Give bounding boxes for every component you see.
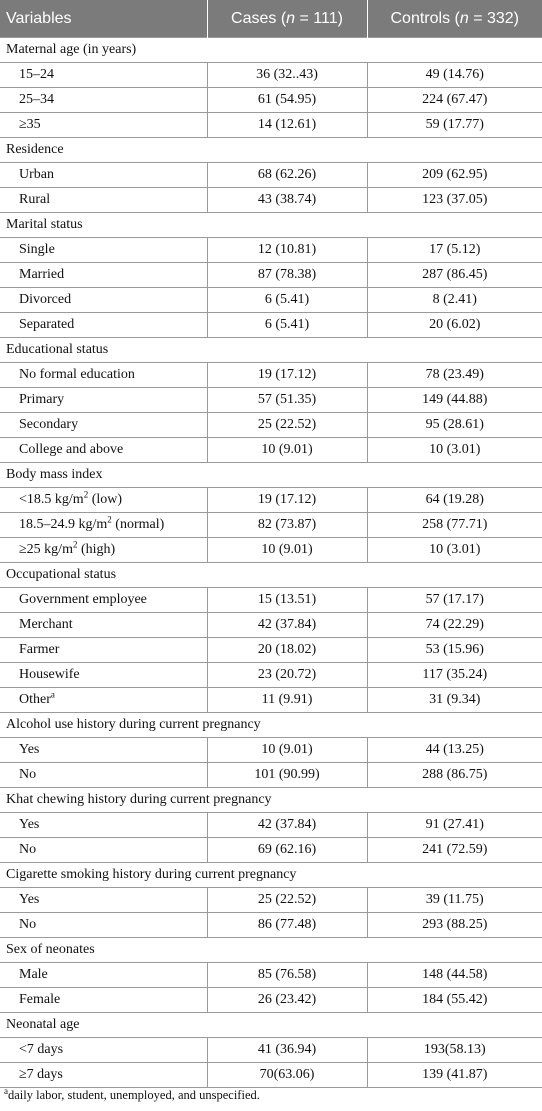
cases-value: 10 (9.01) [207,538,367,563]
group-label: Educational status [0,338,542,363]
controls-value: 139 (41.87) [367,1063,542,1088]
controls-value: 20 (6.02) [367,313,542,338]
cases-value: 68 (62.26) [207,163,367,188]
cases-value: 6 (5.41) [207,288,367,313]
variable-label: Single [19,242,55,257]
controls-value: 74 (22.29) [367,613,542,638]
variable-label: 25–34 [19,92,54,107]
table-row [0,513,542,538]
group-row [0,338,542,363]
controls-value: 293 (88.25) [367,913,542,938]
footnote-text: daily labor, student, unemployed, and unspecified. [8,1088,260,1102]
variable-label-cell [0,388,207,413]
group-label: Cigarette smoking history during current pregnancy [0,863,542,888]
table-row [0,488,542,513]
table-row [0,738,542,763]
variable-label-cell [0,1038,207,1063]
variable-label-cell [0,763,207,788]
variable-label-cell [0,688,207,713]
group-row [0,138,542,163]
variable-label-cell [0,988,207,1013]
variable-label-cell [0,638,207,663]
variable-label-suffix: (high) [77,542,116,557]
table-footnote [4,1085,260,1103]
controls-value: 148 (44.58) [367,963,542,988]
table-row [0,88,542,113]
cases-value: 19 (17.12) [207,363,367,388]
variable-label: ≥35 [19,117,41,132]
variable-label-cell [0,838,207,863]
controls-value: 53 (15.96) [367,638,542,663]
variable-label-cell [0,313,207,338]
variable-label-cell [0,63,207,88]
variable-label: No [19,767,37,782]
variable-label-cell [0,1063,207,1088]
table-row [0,263,542,288]
controls-value: 149 (44.88) [367,388,542,413]
variable-label: Merchant [19,617,73,632]
table-row [0,413,542,438]
table-row [0,388,542,413]
variable-label: <7 days [19,1042,64,1057]
label-superscript: a [50,689,55,700]
cases-value: 85 (76.58) [207,963,367,988]
controls-value: 91 (27.41) [367,813,542,838]
variable-label: No [19,917,37,932]
variable-label: Government employee [19,592,147,607]
variable-label-cell [0,513,207,538]
table-row [0,1063,542,1088]
group-row [0,863,542,888]
controls-value: 10 (3.01) [367,438,542,463]
table-row [0,663,542,688]
cases-value: 69 (62.16) [207,838,367,863]
cases-value: 25 (22.52) [207,413,367,438]
cases-value: 43 (38.74) [207,188,367,213]
variable-label-cell [0,738,207,763]
controls-value: 209 (62.95) [367,163,542,188]
cases-value: 6 (5.41) [207,313,367,338]
table-row [0,813,542,838]
controls-value: 10 (3.01) [367,538,542,563]
group-row [0,713,542,738]
group-label: Neonatal age [0,1013,542,1038]
cases-value: 70(63.06) [207,1063,367,1088]
group-label: Sex of neonates [0,938,542,963]
cases-value: 82 (73.87) [207,513,367,538]
table-row [0,188,542,213]
variable-label-cell [0,263,207,288]
group-row [0,213,542,238]
variable-label-cell [0,188,207,213]
controls-value: 44 (13.25) [367,738,542,763]
group-row [0,1013,542,1038]
variable-label: ≥7 days [19,1067,63,1082]
group-row [0,38,542,63]
variable-label-cell [0,113,207,138]
table-row [0,888,542,913]
variable-label-cell [0,288,207,313]
variable-label-suffix: (low) [88,492,123,507]
table-row [0,163,542,188]
header-cases: Cases (n = 111) [207,0,367,38]
group-label: Khat chewing history during current pregnancy [0,788,542,813]
variable-label: Female [19,992,61,1007]
table-row [0,113,542,138]
table-row [0,638,542,663]
table-row [0,438,542,463]
variable-label-cell [0,663,207,688]
cases-value: 25 (22.52) [207,888,367,913]
variable-label-cell [0,88,207,113]
table-row [0,963,542,988]
controls-value: 184 (55.42) [367,988,542,1013]
header-row [0,0,542,38]
group-label: Maternal age (in years) [0,38,542,63]
cases-value: 11 (9.91) [207,688,367,713]
table-row [0,313,542,338]
controls-value: 117 (35.24) [367,663,542,688]
variable-label: Yes [19,742,40,757]
table-row [0,63,542,88]
variable-label: Secondary [19,417,79,432]
controls-value: 224 (67.47) [367,88,542,113]
controls-value: 123 (37.05) [367,188,542,213]
cases-value: 14 (12.61) [207,113,367,138]
cases-value: 57 (51.35) [207,388,367,413]
group-row [0,938,542,963]
controls-value: 78 (23.49) [367,363,542,388]
variable-label: Primary [19,392,65,407]
controls-value: 64 (19.28) [367,488,542,513]
variable-label-cell [0,913,207,938]
table-row [0,763,542,788]
group-label: Body mass index [0,463,542,488]
variable-label-cell [0,888,207,913]
cases-value: 20 (18.02) [207,638,367,663]
variable-label: Rural [19,192,51,207]
table-row [0,838,542,863]
variable-label: ≥25 kg/m [19,542,73,557]
controls-value: 258 (77.71) [367,513,542,538]
cases-value: 26 (23.42) [207,988,367,1013]
variable-label-cell [0,588,207,613]
group-row [0,463,542,488]
variable-label: Separated [19,317,75,332]
cases-value: 42 (37.84) [207,813,367,838]
variable-label-cell [0,538,207,563]
variable-label: Married [19,267,65,282]
variable-label: Housewife [19,667,80,682]
controls-value: 31 (9.34) [367,688,542,713]
table-row [0,538,542,563]
table-row [0,363,542,388]
controls-value: 95 (28.61) [367,413,542,438]
variable-label-cell [0,413,207,438]
variable-label: College and above [19,442,124,457]
controls-value: 287 (86.45) [367,263,542,288]
group-label: Marital status [0,213,542,238]
variable-label: Divorced [19,292,72,307]
table-row [0,988,542,1013]
variable-label: Yes [19,892,40,907]
controls-value: 17 (5.12) [367,238,542,263]
variable-label: No formal education [19,367,135,382]
cases-value: 36 (32..43) [207,63,367,88]
header-variables: Variables [0,0,207,38]
variable-label-cell [0,613,207,638]
variable-label-cell [0,238,207,263]
cases-value: 12 (10.81) [207,238,367,263]
variable-label-suffix: (normal) [111,517,165,532]
variable-label: Yes [19,817,40,832]
controls-value: 288 (86.75) [367,763,542,788]
table-row [0,613,542,638]
table-row [0,288,542,313]
cases-value: 101 (90.99) [207,763,367,788]
table-row [0,913,542,938]
variable-label: 18.5–24.9 kg/m [19,517,108,532]
group-label: Occupational status [0,563,542,588]
cases-value: 15 (13.51) [207,588,367,613]
table-header [0,0,542,38]
label-superscript: 2 [83,489,89,500]
variable-label: No [19,842,37,857]
cases-value: 87 (78.38) [207,263,367,288]
variable-label-cell [0,963,207,988]
table-row [0,588,542,613]
controls-value: 57 (17.17) [367,588,542,613]
label-superscript: 2 [107,514,112,525]
variable-label-cell [0,488,207,513]
cases-value: 10 (9.01) [207,738,367,763]
variable-label-cell [0,363,207,388]
header-controls: Controls (n = 332) [367,0,542,38]
controls-value: 193(58.13) [367,1038,542,1063]
variable-label-cell [0,438,207,463]
controls-value: 241 (72.59) [367,838,542,863]
group-row [0,788,542,813]
variable-label: <18.5 kg/m [19,492,84,507]
cases-value: 61 (54.95) [207,88,367,113]
variable-label: Urban [19,167,54,182]
controls-value: 8 (2.41) [367,288,542,313]
controls-value: 49 (14.76) [367,63,542,88]
variable-label-cell [0,163,207,188]
cases-value: 10 (9.01) [207,438,367,463]
variable-label: Male [19,967,48,982]
variable-label: Farmer [19,642,60,657]
cases-value: 23 (20.72) [207,663,367,688]
table-row [0,1038,542,1063]
table-row [0,688,542,713]
controls-value: 59 (17.77) [367,113,542,138]
variable-label-cell [0,813,207,838]
group-row [0,563,542,588]
table-row [0,238,542,263]
label-superscript: 2 [72,539,78,550]
group-label: Residence [0,138,542,163]
table-body [0,38,542,1088]
variable-label: Other [19,692,51,707]
footnote-marker: a [4,1085,8,1096]
cases-value: 41 (36.94) [207,1038,367,1063]
group-label: Alcohol use history during current pregnancy [0,713,542,738]
cases-value: 86 (77.48) [207,913,367,938]
cases-value: 42 (37.84) [207,613,367,638]
cases-value: 19 (17.12) [207,488,367,513]
variable-label: 15–24 [19,67,54,82]
controls-value: 39 (11.75) [367,888,542,913]
